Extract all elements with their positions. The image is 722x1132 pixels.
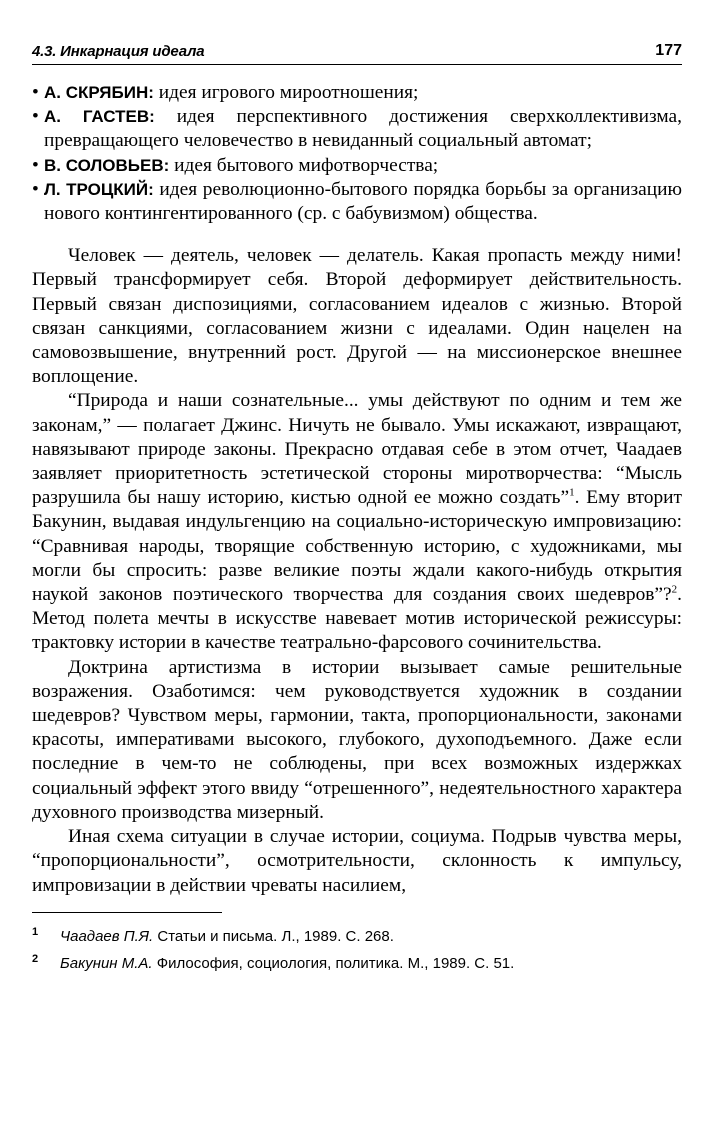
- bullet-icon: •: [32, 82, 39, 103]
- bullet-item: [32, 81, 682, 105]
- paragraph-2: [32, 389, 682, 655]
- paragraph-1: Человек — деятель, человек — делатель. Какая пропасть между ними! Первый трансформирует себя. Второй деформирует действительность. Первый связан диспозициями, согласованием идеалов с жизнью. Второй связан санкциями, согласованием жизни с идеалами. Один нацелен на самовозвышение, внутренний рост. Другой — на миссионерское внешнее воплощение.: [32, 245, 682, 388]
- bullet-item: [32, 105, 682, 153]
- bullet-icon: •: [32, 154, 39, 176]
- bullet-icon: •: [32, 178, 39, 200]
- bullet-text: идея революционно-бытового порядка борьбы за организацию нового контингентированного (ср. с бабувизмом) общества.: [44, 178, 682, 225]
- bullet-text: идея перспективного достижения сверхколлективизма, превращающего человечество в невиданный социальный автомат;: [44, 106, 682, 152]
- bullet-item: [32, 178, 682, 226]
- bullet-text: идея бытового мифотворчества;: [169, 154, 439, 176]
- book-page: [32, 34, 682, 1114]
- body-text: [32, 81, 682, 898]
- footnote-text: Статьи и письма. Л., 1989. С. 268.: [153, 927, 394, 945]
- bullet-icon: •: [32, 106, 39, 128]
- footnote-ref-1: 1: [569, 486, 575, 499]
- bullet-name: А. СКРЯБИН:: [44, 83, 154, 102]
- footnote-number: 1: [32, 925, 39, 938]
- running-header: [32, 34, 682, 60]
- footnote-rule: [32, 912, 222, 913]
- paragraph-3: Доктрина артистизма в истории вызывает самые решительные возражения. Озаботимся: чем руководствуется художник в создании шедевров? Чувством меры, гармонии, такта, пропорциональности, законами красоты, императивами высокого, глубокого, духоподъемного. Даже если последние в чем-то не соблюдены, при всех возможных издержках социальный эффект этого ввиду “отрешенного”, недеятельностного характера духовного производства мизерный.: [32, 656, 682, 823]
- bullet-name: А. ГАСТЕВ:: [44, 107, 155, 127]
- footnote-number: 2: [32, 952, 39, 965]
- paragraph-4: Иная схема ситуации в случае истории, социума. Подрыв чувства меры, “пропорциональности”, осмотрительности, склонность к импульсу, импровизации в действии чреваты насилием,: [32, 826, 682, 896]
- footnote-ref-2: 2: [671, 583, 678, 596]
- paragraph-2-part-b: . Ему вторит Бакунин, выдавая индульгенцию на социально-историческую импровизацию: “Сравнивая народы, творящие собственную историю, с художниками, мы могли бы спросить: разве великие поэты ждали какого-нибудь открытия наукой законов поэтического творчества для создания своих шедевров”?: [32, 487, 682, 606]
- page-number: 177: [655, 42, 682, 59]
- footnote-author: Бакунин М.А.: [60, 954, 153, 972]
- header-rule: [32, 64, 682, 65]
- footnote-author: Чаадаев П.Я.: [60, 927, 154, 945]
- footnote-2: [32, 948, 682, 975]
- bullet-item: [32, 154, 682, 178]
- footnote-text: Философия, социология, политика. М., 1989. С. 51.: [152, 954, 515, 972]
- bullet-name: В. СОЛОВЬЕВ:: [44, 155, 170, 175]
- paragraph-2-part-c: . Метод полета мечты в искусстве навевает мотив исторической режиссуры: трактовку истории в качестве театрально-фарсового сочинительства.: [32, 584, 682, 654]
- section-title: 4.3. Инкарнация идеала: [32, 43, 205, 60]
- bullet-name: Л. ТРОЦКИЙ:: [44, 179, 154, 199]
- bullet-list: [32, 81, 682, 226]
- bullet-text: идея игрового мироотношения;: [153, 82, 419, 103]
- footnote-1: [32, 921, 682, 948]
- paragraph-2-part-a: “Природа и наши сознательные... умы действуют по одним и тем же законам,” — полагает Джинс. Ничуть не бывало. Умы искажают, извращают, навязывают природе законы. Прекрасно отдавая себе в этом отчет, Чаадаев заявляет приоритетность эстетической стороны миротворчества: “Мысль разрушила бы нашу историю, кистью одной ее можно создать”: [32, 390, 682, 509]
